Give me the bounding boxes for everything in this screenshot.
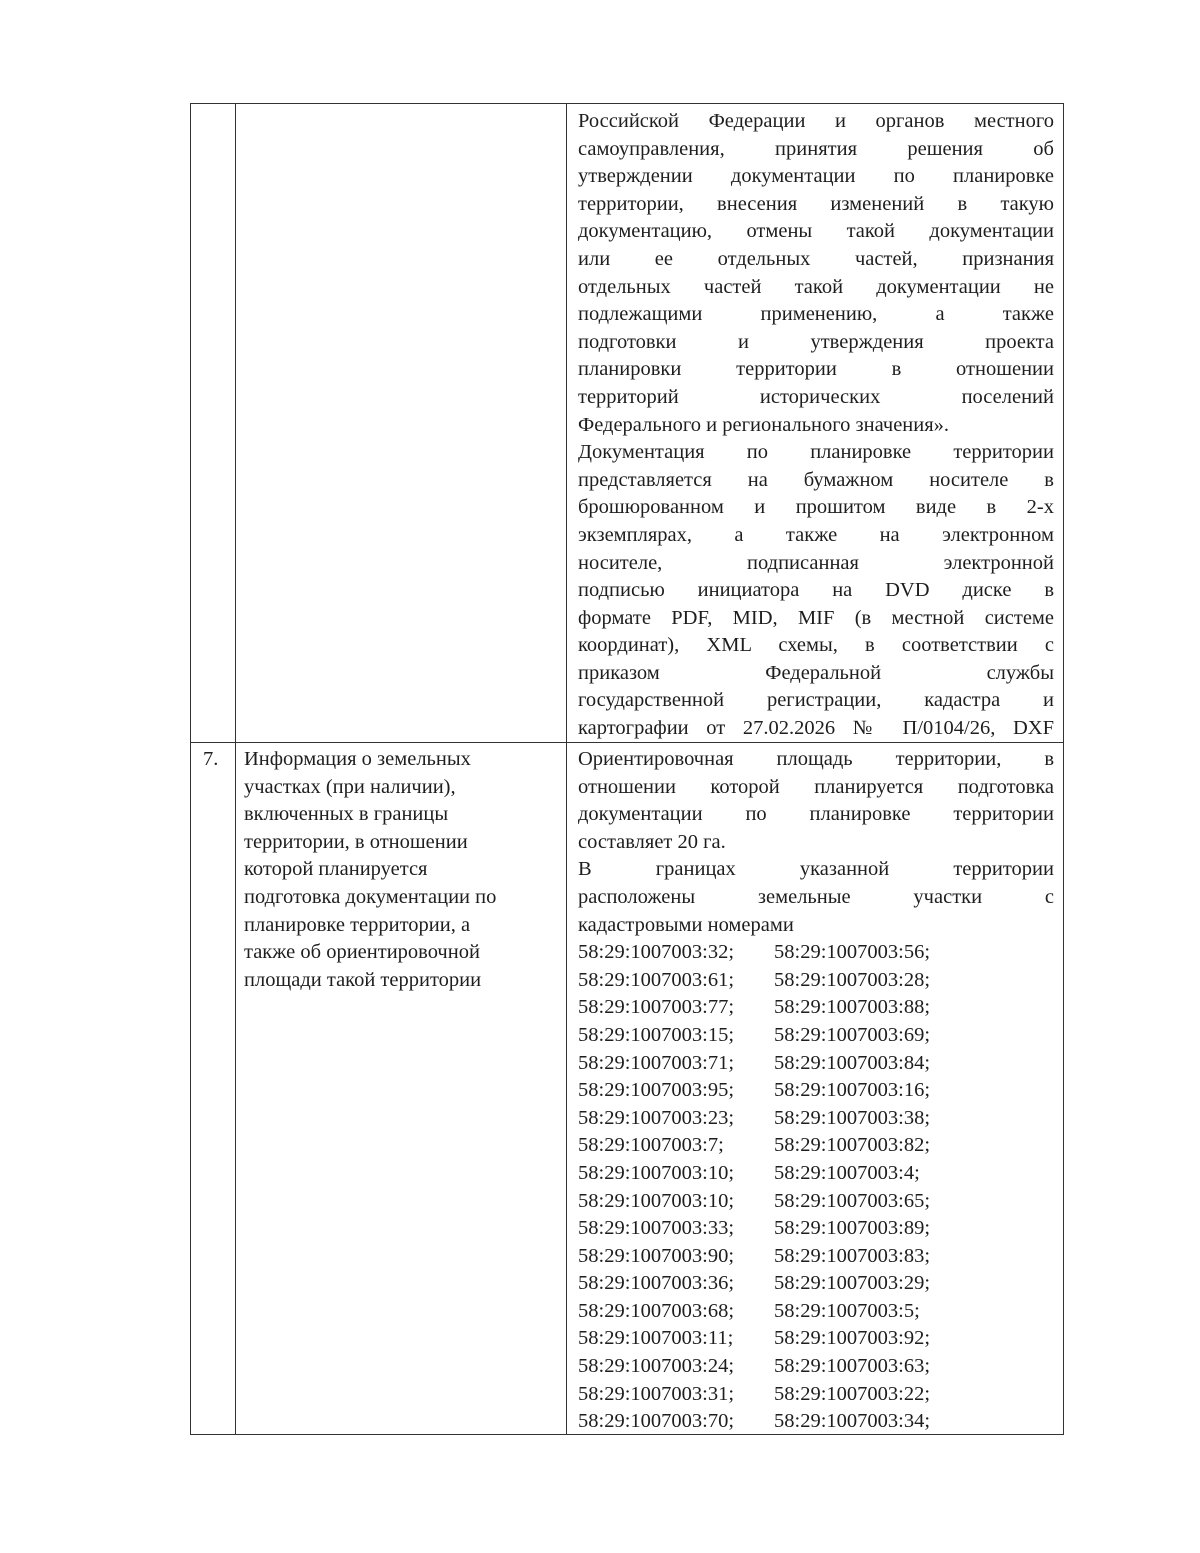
cadastral-number: 58:29:1007003:63;	[774, 1355, 931, 1378]
cadastral-number: 58:29:1007003:28;	[774, 968, 931, 991]
row-number: 7.	[203, 748, 219, 770]
row7-label-line: которой планируется	[244, 858, 428, 881]
documentation-line: Документация по планировке территории	[578, 441, 1054, 464]
cadastral-row	[578, 939, 1054, 967]
parcels-intro-line: кадастровыми номерами	[578, 913, 794, 936]
row7-label	[244, 746, 564, 994]
cadastral-number: 58:29:1007003:11;	[578, 1327, 734, 1350]
cadastral-number: 58:29:1007003:38;	[774, 1106, 931, 1129]
cadastral-row	[578, 1188, 1054, 1216]
cadastral-row	[578, 1243, 1054, 1271]
documentation-line: картографии от 27.02.2026 № П/0104/26, DXF	[578, 717, 1054, 740]
cadastral-row	[578, 1132, 1054, 1160]
row7-label-line: участках (при наличии),	[244, 775, 456, 798]
area-line: составляет 20 га.	[578, 830, 726, 853]
cadastral-number: 58:29:1007003:23;	[578, 1106, 735, 1129]
row7-label-line: также об ориентировочной	[244, 941, 480, 964]
cadastral-number: 58:29:1007003:71;	[578, 1051, 735, 1074]
cadastral-number: 58:29:1007003:4;	[774, 1161, 920, 1184]
row7-label-line: территории, в отношении	[244, 830, 468, 853]
documentation-line: формате PDF, MID, MIF (в местной системе	[578, 606, 1054, 629]
cadastral-number: 58:29:1007003:77;	[578, 996, 735, 1019]
cadastral-number: 58:29:1007003:83;	[774, 1244, 931, 1267]
row7-content-cell	[578, 746, 1054, 1436]
cadastral-row	[578, 1050, 1054, 1078]
cadastral-number: 58:29:1007003:36;	[578, 1272, 735, 1295]
continuation-line: планировки территории в отношении	[578, 358, 1054, 381]
column-divider-label	[566, 104, 567, 1434]
cadastral-number: 58:29:1007003:16;	[774, 1079, 931, 1102]
documentation-line: брошюрованном и прошитом виде в 2-х	[578, 496, 1054, 519]
cadastral-number: 58:29:1007003:82;	[774, 1134, 931, 1157]
cadastral-row	[578, 967, 1054, 995]
cadastral-row	[578, 1270, 1054, 1298]
documentation-line: экземплярах, а также на электронном	[578, 523, 1054, 546]
row7-label-line: планировке территории, а	[244, 913, 471, 936]
row7-label-line: площади такой территории	[244, 968, 482, 991]
cadastral-number: 58:29:1007003:70;	[578, 1410, 735, 1433]
documentation-line: представляется на бумажном носителе в	[578, 468, 1054, 491]
continuation-line: самоуправления, принятия решения об	[578, 137, 1054, 160]
cadastral-number: 58:29:1007003:31;	[578, 1382, 735, 1405]
continuation-line: документацию, отмены такой документации	[578, 220, 1054, 243]
cadastral-number: 58:29:1007003:68;	[578, 1299, 735, 1322]
cadastral-number: 58:29:1007003:15;	[578, 1023, 735, 1046]
cadastral-row	[578, 1022, 1054, 1050]
cadastral-row	[578, 1353, 1054, 1381]
cadastral-number: 58:29:1007003:34;	[774, 1410, 931, 1433]
cadastral-row	[578, 994, 1054, 1022]
continuation-line: территорий исторических поселений	[578, 385, 1054, 408]
cadastral-row	[578, 1408, 1054, 1436]
continuation-line: территории, внесения изменений в такую	[578, 192, 1054, 215]
continuation-line: или ее отдельных частей, признания	[578, 247, 1054, 270]
documentation-line: носителе, подписанная электронной	[578, 551, 1054, 574]
cadastral-row	[578, 1105, 1054, 1133]
row7-label-line: подготовка документации по	[244, 885, 497, 908]
documentation-line: координат), XML схемы, в соответствии с	[578, 634, 1054, 657]
documentation-line: государственной регистрации, кадастра и	[578, 689, 1054, 712]
parcels-intro-line: В границах указанной территории	[578, 858, 1054, 881]
continuation-line: подлежащими применению, а также	[578, 303, 1054, 326]
area-line: отношении которой планируется подготовка	[578, 775, 1054, 798]
cadastral-number: 58:29:1007003:33;	[578, 1217, 735, 1240]
cadastral-row	[578, 1325, 1054, 1353]
cadastral-number: 58:29:1007003:56;	[774, 941, 931, 964]
cadastral-number: 58:29:1007003:88;	[774, 996, 931, 1019]
row7-label-line: Информация о земельных	[244, 748, 471, 770]
cadastral-number: 58:29:1007003:61;	[578, 968, 735, 991]
documentation-line: приказом Федеральной службы	[578, 661, 1054, 684]
cadastral-number-list	[578, 939, 1054, 1436]
cadastral-number: 58:29:1007003:89;	[774, 1217, 931, 1240]
cadastral-row	[578, 1077, 1054, 1105]
continuation-line: утверждении документации по планировке	[578, 165, 1054, 188]
parcels-intro-paragraph	[578, 856, 1054, 939]
column-divider-number	[235, 104, 236, 1434]
cadastral-number: 58:29:1007003:22;	[774, 1382, 931, 1405]
continuation-paragraph	[578, 108, 1054, 439]
cadastral-row	[578, 1215, 1054, 1243]
cadastral-number: 58:29:1007003:10;	[578, 1189, 735, 1212]
cadastral-number: 58:29:1007003:29;	[774, 1272, 931, 1295]
requirements-table	[190, 103, 1064, 1435]
cadastral-number: 58:29:1007003:65;	[774, 1189, 931, 1212]
continuation-cell	[578, 108, 1054, 743]
documentation-line: подписью инициатора на DVD диске в	[578, 579, 1054, 602]
cadastral-number: 58:29:1007003:32;	[578, 941, 735, 964]
continuation-line: отдельных частей такой документации не	[578, 275, 1054, 298]
cadastral-number: 58:29:1007003:90;	[578, 1244, 735, 1267]
area-line: документации по планировке территории	[578, 803, 1054, 826]
cadastral-number: 58:29:1007003:92;	[774, 1327, 931, 1350]
parcels-intro-line: расположены земельные участки с	[578, 885, 1054, 908]
cadastral-row	[578, 1381, 1054, 1409]
documentation-paragraph	[578, 439, 1054, 743]
cadastral-number: 58:29:1007003:95;	[578, 1079, 735, 1102]
area-paragraph	[578, 746, 1054, 856]
cadastral-number: 58:29:1007003:24;	[578, 1355, 735, 1378]
cadastral-number: 58:29:1007003:7;	[578, 1134, 724, 1157]
continuation-line: подготовки и утверждения проекта	[578, 330, 1054, 353]
row7-label-line: включенных в границы	[244, 803, 449, 826]
cadastral-number: 58:29:1007003:10;	[578, 1161, 735, 1184]
cadastral-number: 58:29:1007003:84;	[774, 1051, 931, 1074]
continuation-line: Федерального и регионального значения».	[578, 413, 950, 436]
cadastral-row	[578, 1298, 1054, 1326]
cadastral-row	[578, 1160, 1054, 1188]
cadastral-number: 58:29:1007003:5;	[774, 1299, 920, 1322]
cadastral-number: 58:29:1007003:69;	[774, 1023, 931, 1046]
continuation-line: Российской Федерации и органов местного	[578, 110, 1054, 132]
row7-label-cell	[244, 746, 564, 994]
area-line: Ориентировочная площадь территории, в	[578, 748, 1054, 770]
